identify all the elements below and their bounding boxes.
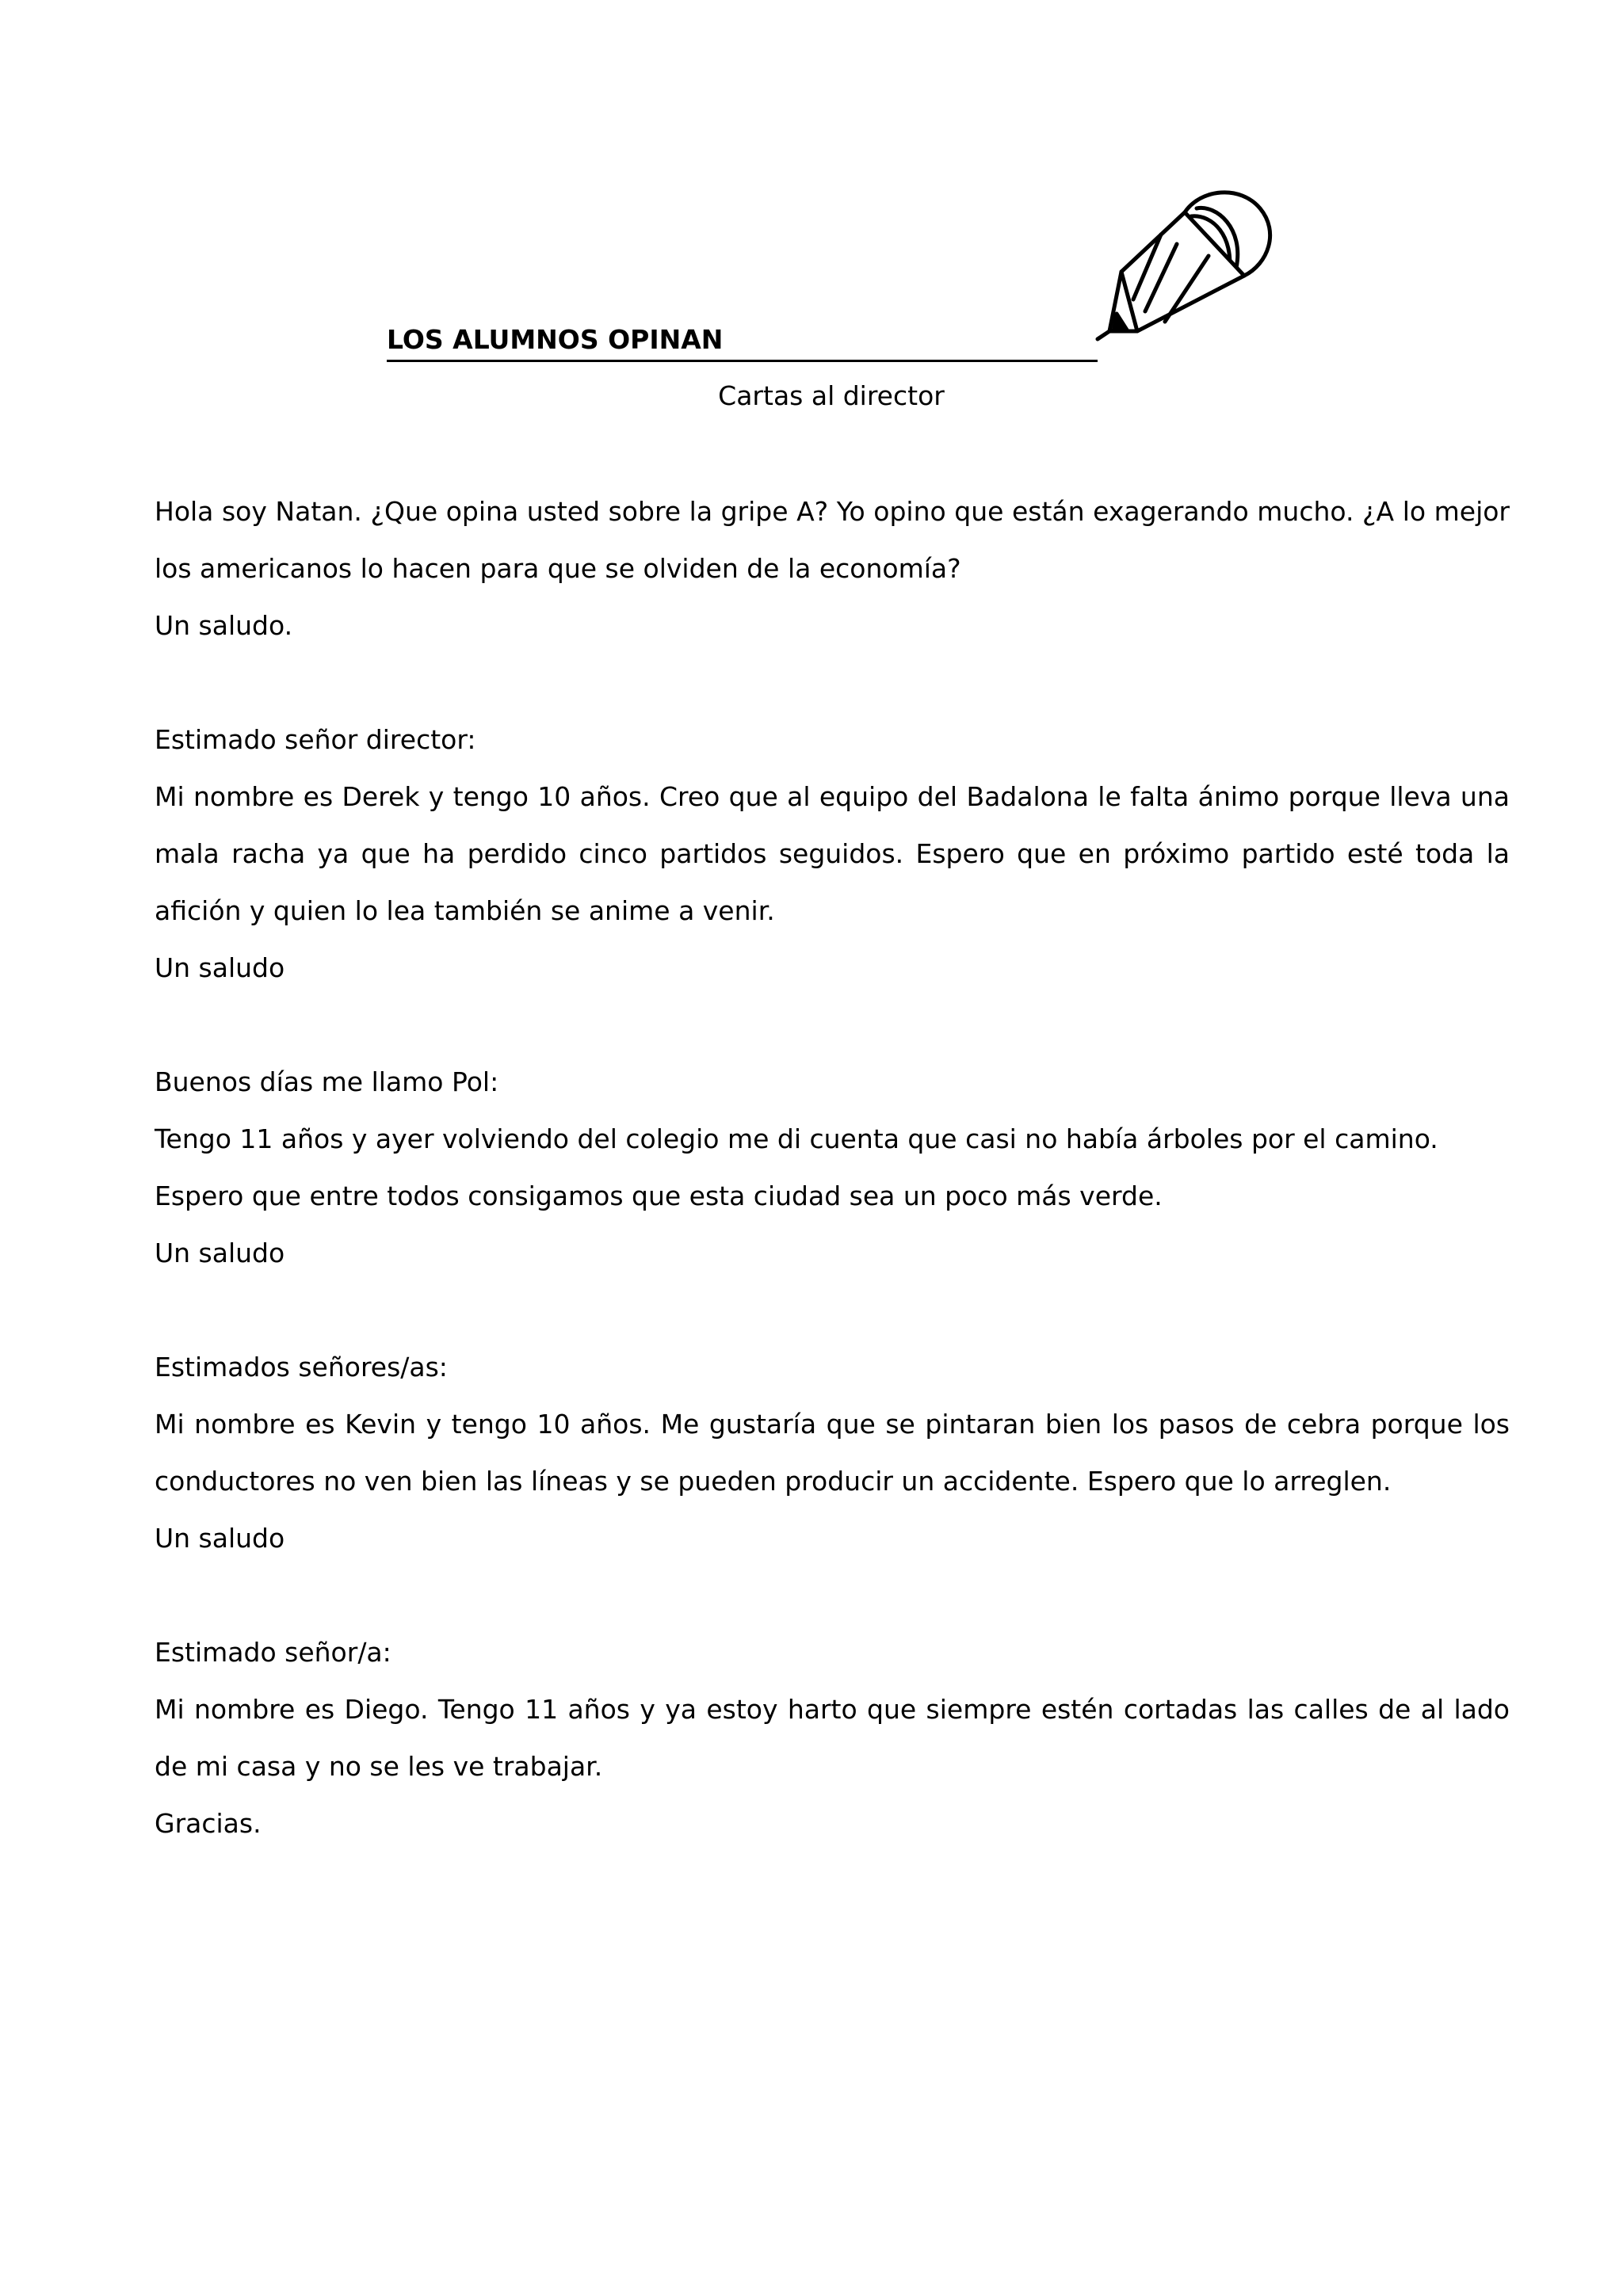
letter-closing: Un saludo xyxy=(155,952,285,983)
letter-body-continued: Espero que entre todos consigamos que esta ciudad sea un poco más verde. xyxy=(155,1180,1163,1211)
letter-body: Mi nombre es Derek y tengo 10 años. Creo que al equipo del Badalona le falta ánimo porque lleva una mala racha ya que ha perdido cinco partidos seguidos. Espero que en próximo partido esté toda la afición y quien lo lea también se anime a venir. xyxy=(155,781,1510,926)
letter-body: Hola soy Natan. ¿Que opina usted sobre la gripe A? Yo opino que están exagerando mucho. ¿A lo mejor los americanos lo hacen para que se olviden de la economía? xyxy=(155,496,1510,584)
letter-body: Tengo 11 años y ayer volviendo del colegio me di cuenta que casi no había árboles por el camino. xyxy=(155,1123,1438,1154)
letter-derek xyxy=(155,711,1510,997)
letters-list xyxy=(155,483,1510,1909)
document-subtitle: Cartas al director xyxy=(718,380,945,411)
letter-greeting: Estimado señor director: xyxy=(155,724,476,755)
letter-closing: Un saludo. xyxy=(155,610,293,641)
letter-closing: Un saludo xyxy=(155,1523,285,1554)
letter-closing: Gracias. xyxy=(155,1808,262,1839)
letter-greeting: Buenos días me llamo Pol: xyxy=(155,1066,499,1097)
letter-body: Mi nombre es Diego. Tengo 11 años y ya estoy harto que siempre estén cortadas las calles de al lado de mi casa y no se les ve trabajar. xyxy=(155,1694,1510,1782)
letter-greeting: Estimados señores/as: xyxy=(155,1352,448,1383)
letter-diego xyxy=(155,1624,1510,1852)
letter-closing: Un saludo xyxy=(155,1238,285,1268)
letter-greeting: Estimado señor/a: xyxy=(155,1637,391,1668)
pencil-icon xyxy=(1090,181,1280,347)
letter-kevin xyxy=(155,1339,1510,1567)
letter-natan xyxy=(155,483,1510,654)
letter-pol xyxy=(155,1054,1510,1282)
letter-body: Mi nombre es Kevin y tengo 10 años. Me gustaría que se pintaran bien los pasos de cebra porque los conductores no ven bien las líneas y se pueden producir un accidente. Espero que lo arreglen. xyxy=(155,1409,1510,1497)
document-title: LOS ALUMNOS OPINAN xyxy=(387,320,1098,362)
